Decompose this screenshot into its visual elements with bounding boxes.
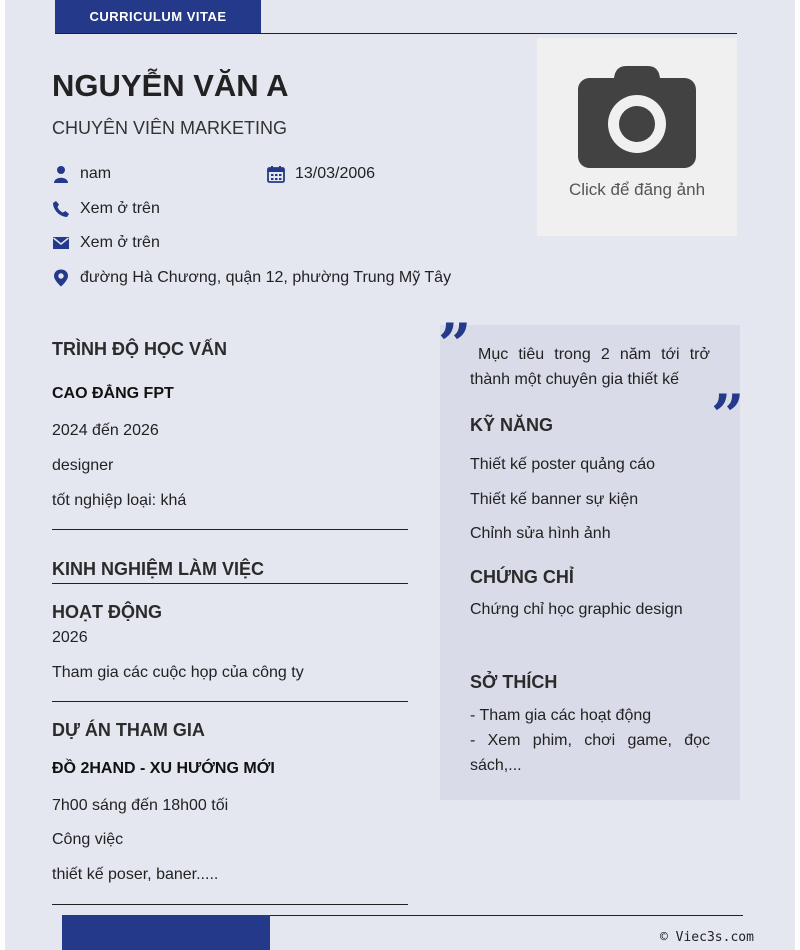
person-icon	[52, 165, 70, 183]
cv-page	[5, 0, 795, 950]
hobbies-title: SỞ THÍCH	[470, 672, 558, 692]
calendar-icon	[267, 165, 285, 183]
copyright-text: © Viec3s.com	[660, 930, 754, 945]
phone-row	[52, 200, 160, 218]
camera-icon	[576, 64, 698, 170]
photo-upload-label: Click để đăng ảnh	[568, 180, 706, 199]
phone-value: Xem ở trên	[80, 200, 160, 217]
experience-title-underline	[52, 583, 408, 584]
project-name: ĐỒ 2HAND - XU HƯỚNG MỚI	[52, 760, 275, 777]
job-title: CHUYÊN VIÊN MARKETING	[52, 118, 288, 138]
projects-divider	[52, 904, 408, 905]
experience-title: KINH NGHIỆM LÀM VIỆC	[52, 559, 265, 579]
education-major: designer	[52, 457, 114, 474]
gender-value: nam	[80, 165, 112, 182]
skill-item: Chỉnh sửa hình ảnh	[470, 525, 611, 542]
location-pin-icon	[52, 269, 70, 287]
birthdate-value: 13/03/2006	[295, 165, 376, 182]
envelope-icon	[52, 234, 70, 252]
project-task: thiết kế poser, baner.....	[52, 866, 219, 883]
photo-upload[interactable]	[537, 38, 737, 236]
education-divider	[52, 529, 408, 530]
experience-year: 2026	[52, 629, 88, 646]
address-row	[52, 269, 451, 287]
skill-item: Thiết kế poster quảng cáo	[470, 456, 656, 473]
experience-description: Tham gia các cuộc họp của công ty	[52, 664, 304, 681]
top-divider	[55, 33, 737, 34]
candidate-name: NGUYỄN VĂN A	[52, 68, 289, 103]
hobby-item: - Tham gia các hoạt động	[470, 707, 652, 724]
email-value: Xem ở trên	[80, 234, 160, 251]
quote-close-icon: ”	[711, 382, 745, 450]
projects-title: DỰ ÁN THAM GIA	[52, 720, 205, 740]
address-value: đường Hà Chương, quận 12, phường Trung Mỹ Tây	[80, 269, 452, 286]
education-period: 2024 đến 2026	[52, 422, 159, 439]
education-grade: tốt nghiệp loại: khá	[52, 492, 187, 509]
project-label: Công việc	[52, 831, 124, 848]
education-title: TRÌNH ĐỘ HỌC VẤN	[52, 339, 227, 359]
career-objective: Mục tiêu trong 2 năm tới trở thành một chuyên gia thiết kế	[470, 346, 710, 388]
experience-role: HOẠT ĐỘNG	[52, 602, 162, 622]
skill-item: Thiết kế banner sự kiện	[470, 491, 639, 508]
gender-row	[52, 165, 111, 183]
hobby-item: - Xem phim, chơi game, đọc sách,...	[470, 732, 710, 774]
footer-bar	[62, 915, 270, 950]
project-time: 7h00 sáng đến 18h00 tối	[52, 797, 229, 814]
phone-icon	[52, 200, 70, 218]
cert-item: Chứng chỉ học graphic design	[470, 601, 683, 618]
experience-divider	[52, 701, 408, 702]
cv-banner: CURRICULUM VITAE	[55, 0, 261, 33]
quote-open-icon: ”	[438, 311, 472, 379]
birthdate-row	[267, 165, 375, 183]
skills-title: KỸ NĂNG	[470, 415, 554, 435]
education-school: CAO ĐẲNG FPT	[52, 385, 174, 402]
certs-title: CHỨNG CHỈ	[470, 567, 574, 587]
email-row	[52, 234, 160, 252]
